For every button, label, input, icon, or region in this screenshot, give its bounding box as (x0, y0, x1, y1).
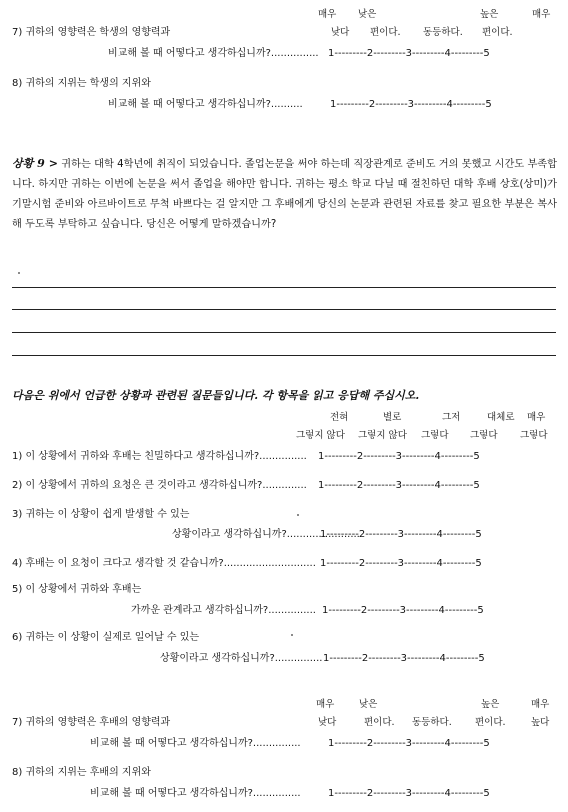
question-7b-prompt: 비교해 볼 때 어떻다고 생각하십니까?............... (90, 738, 301, 749)
agree-header-c2: 별로 (383, 412, 402, 423)
scale-header-low: 낮은 (358, 9, 377, 20)
scale-header-low: 낮은 (359, 699, 378, 710)
scale-header-row2-c1: 낮다 (331, 27, 350, 38)
scale-header-row2-c1: 낮다 (318, 717, 337, 728)
question-4-scale[interactable]: 1---------2---------3---------4---------5 (320, 558, 482, 569)
question-2-text: 2) 이 상황에서 귀하의 요청은 큰 것이라고 생각하십니까?.............. (12, 480, 307, 491)
agree-header-c5: 매우 (527, 412, 546, 423)
question-7b-text: 7) 귀하의 영향력은 후배의 영향력과 (12, 717, 171, 728)
situation-label: 상황 9 > (12, 157, 58, 170)
question-7b-scale[interactable]: 1---------2---------3---------4---------5 (328, 738, 490, 749)
situation-text: 귀하는 대학 4학년에 취직이 되었습니다. 졸업논문을 써야 하는데 직장관계로 준비도 거의 못했고 시간도 부족합니다. 하지만 귀하는 이번에 논문을 써서 졸업을 해야만 합니다. 귀하는 평소 학교 다닐 때 절친하던 대학 후배 상호(상미)가 기말시험 준비와 아르바이트로 무척 바쁘다는 걸 알지만 그 후배에게 당신의 논문과 관련된 자료를 찾고 필요한 부분은 복사해 두도록 부탁하고 싶습니다. 당신은 어떻게 말하겠습니까? (12, 159, 557, 230)
agree-header-row2-c4: 그렇다 (470, 430, 498, 441)
question-3-scale[interactable]: 1---------2---------3---------4---------5 (320, 529, 482, 540)
stray-mark (297, 514, 299, 516)
question-8-text: 8) 귀하의 지위는 학생의 지위와 (12, 78, 151, 89)
agree-header-row2-c1: 그렇지 않다 (296, 430, 345, 441)
question-7-prompt: 비교해 볼 때 어떻다고 생각하십니까?............... (108, 48, 319, 59)
question-5-text: 5) 이 상황에서 귀하와 후배는 (12, 584, 142, 595)
agree-header-row2-c3: 그렇다 (421, 430, 449, 441)
answer-mark (18, 272, 20, 274)
situation-paragraph (12, 154, 557, 235)
scale-header-row2-c2: 편이다. (370, 27, 401, 38)
question-8b-scale[interactable]: 1---------2---------3---------4---------5 (328, 788, 490, 799)
question-1-scale[interactable]: 1---------2---------3---------4---------5 (318, 451, 480, 462)
answer-line-1[interactable] (12, 287, 556, 288)
question-6-prompt: 상황이라고 생각하십니까?............... (160, 653, 323, 664)
instruction-heading: 다음은 위에서 언급한 상황과 관련된 질문들입니다. 각 항목을 읽고 응답해 주십시오. (12, 389, 420, 402)
question-4-text: 4) 후배는 이 요청이 크다고 생각할 것 같습니까?............................. (12, 558, 316, 569)
question-8b-prompt: 비교해 볼 때 어떻다고 생각하십니까?............... (90, 788, 301, 799)
scale-header-row2-c3: 동등하다. (412, 717, 452, 728)
scale-header-row2-c4: 편이다. (475, 717, 506, 728)
scale-header-row2-c5: 높다 (531, 717, 550, 728)
question-5-scale[interactable]: 1---------2---------3---------4---------5 (322, 605, 484, 616)
question-3-text: 3) 귀하는 이 상황이 쉽게 발생할 수 있는 (12, 509, 190, 520)
agree-header-row2-c5: 그렇다 (520, 430, 548, 441)
question-3-prompt: 상황이라고 생각하십니까?....................... (172, 529, 360, 540)
question-5-prompt: 가까운 관계라고 생각하십니까?............... (131, 605, 316, 616)
agree-header-c3: 그저 (442, 412, 461, 423)
scale-header-very-low: 매우 (316, 699, 335, 710)
question-8b-text: 8) 귀하의 지위는 후배의 지위와 (12, 767, 151, 778)
question-1-text: 1) 이 상황에서 귀하와 후배는 친밀하다고 생각하십니까?............... (12, 451, 307, 462)
scale-header-very-high: 매우 (531, 699, 550, 710)
answer-line-2[interactable] (12, 309, 556, 310)
question-7-text: 7) 귀하의 영향력은 학생의 영향력과 (12, 27, 171, 38)
scale-header-high: 높은 (480, 9, 499, 20)
agree-header-row2-c2: 그렇지 않다 (358, 430, 407, 441)
question-6-scale[interactable]: 1---------2---------3---------4---------5 (323, 653, 485, 664)
question-8-prompt: 비교해 볼 때 어떻다고 생각하십니까?.......... (108, 99, 303, 110)
question-6-text: 6) 귀하는 이 상황이 실제로 일어날 수 있는 (12, 632, 200, 643)
question-7-scale[interactable]: 1---------2---------3---------4---------5 (328, 48, 490, 59)
agree-header-c4: 대체로 (487, 412, 515, 423)
scale-header-row2-c4: 편이다. (482, 27, 513, 38)
question-2-scale[interactable]: 1---------2---------3---------4---------5 (318, 480, 480, 491)
agree-header-c1: 전혀 (330, 412, 349, 423)
answer-line-4[interactable] (12, 355, 556, 356)
question-8-scale[interactable]: 1---------2---------3---------4---------5 (330, 99, 492, 110)
scale-header-high: 높은 (481, 699, 500, 710)
scale-header-very-high: 매우 (532, 9, 551, 20)
scale-header-row2-c3: 동등하다. (423, 27, 463, 38)
answer-line-3[interactable] (12, 332, 556, 333)
scale-header-row2-c2: 편이다. (364, 717, 395, 728)
stray-mark (291, 634, 293, 636)
scale-header-very-low: 매우 (318, 9, 337, 20)
